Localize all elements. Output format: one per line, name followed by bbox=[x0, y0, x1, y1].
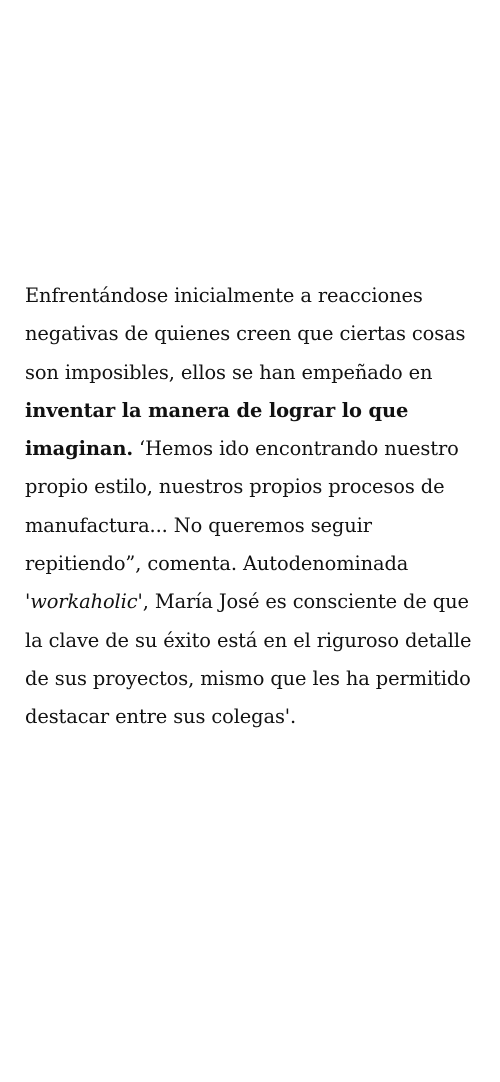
paragraph-text-3: ', María José es consciente de que la clave de su éxito está en el riguroso detalle de sus proyectos, mismo que les ha permitido destacar entre sus colegas'. bbox=[25, 590, 472, 729]
paragraph-text-1: Enfrentándose inicialmente a reacciones negativas de quienes creen que ciertas cosas son imposibles, ellos se han empeñado en bbox=[25, 284, 466, 384]
article-paragraph bbox=[25, 277, 485, 737]
paragraph-italic-text: workaholic bbox=[30, 590, 138, 614]
article-body bbox=[25, 277, 485, 737]
paragraph-text-2: ‘Hemos ido encontrando nuestro propio estilo, nuestros propios procesos de manufactura... No queremos seguir repitiendo”, comenta. Autodenominada ' bbox=[25, 437, 459, 614]
paragraph-bold-text: inventar la manera de lograr lo que imaginan. bbox=[25, 398, 409, 461]
